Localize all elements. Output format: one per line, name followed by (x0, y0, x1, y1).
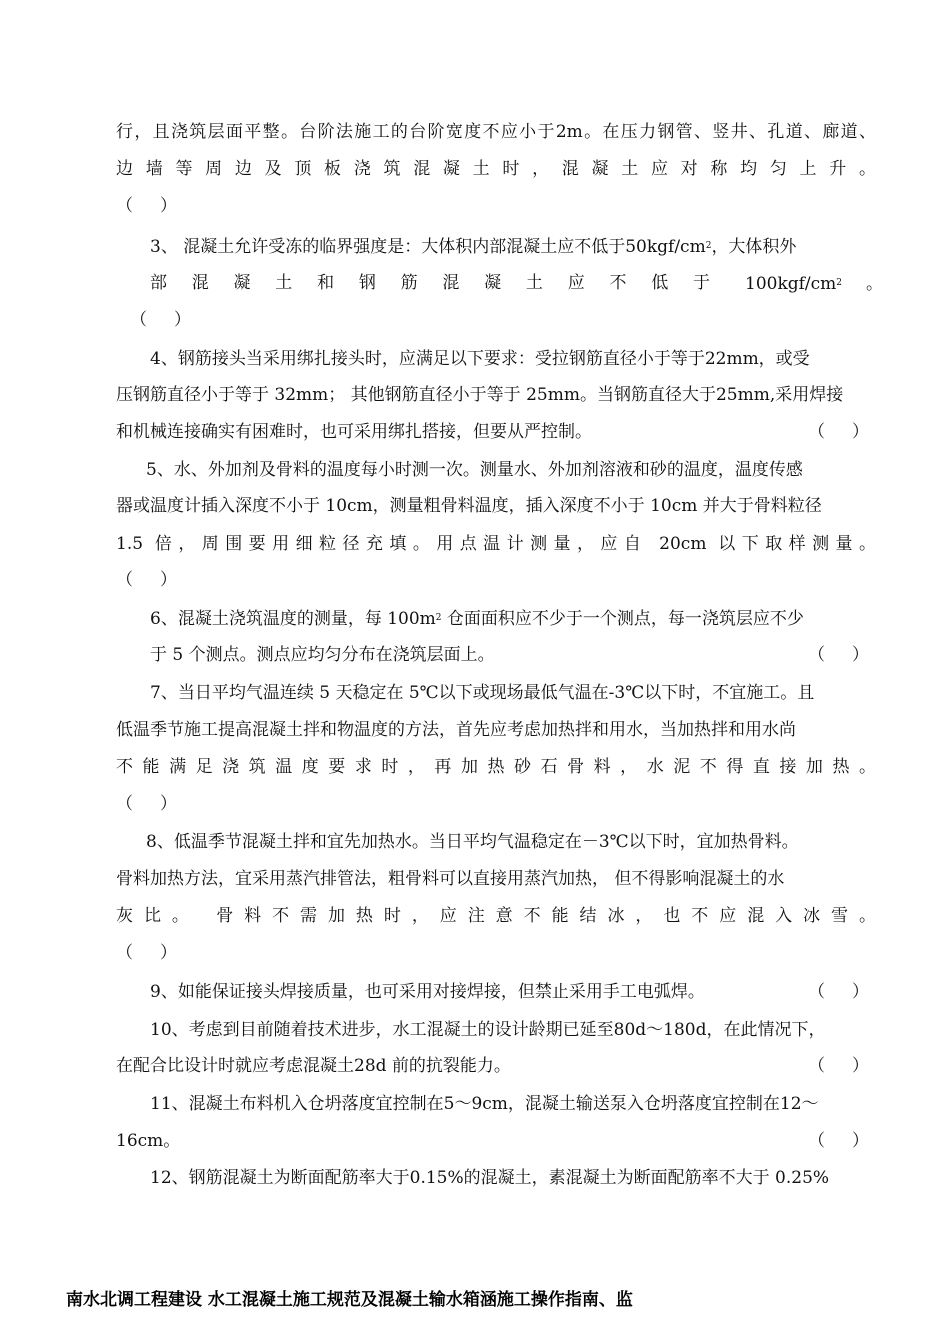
answer-bracket: （ ） (116, 196, 178, 216)
text-line: 5、水、外加剂及骨料的温度每小时测一次。测量水、外加剂溶液和砂的温度，温度传感 (146, 460, 803, 480)
text-line: 9、如能保证接头焊接质量，也可采用对接焊接，但禁止采用手工电弧焊。 (150, 982, 705, 1002)
text-segment: 100kgf/cm (745, 274, 837, 294)
text-segment: 仓面面积应不少于一个测点，每一浇筑层应不少 (441, 609, 804, 629)
answer-bracket: （ ） (116, 794, 178, 814)
answer-bracket: （ ） (808, 1056, 870, 1076)
text-line: 不能满足浇筑温度要求时，再加热砂石骨料，水泥不得直接加热。 (116, 757, 876, 777)
text-line: 8、低温季节混凝土拌和宜先加热水。当日平均气温稳定在－3℃以下时，宜加热骨料。 (146, 832, 799, 852)
text-line: 11、混凝土布料机入仓坍落度宜控制在5～9cm，混凝土输送泵入仓坍落度宜控制在12～ (150, 1094, 819, 1114)
page-footer: 南水北调工程建设 水工混凝土施工规范及混凝土输水箱涵施工操作指南、监 (66, 1290, 633, 1310)
text-line: 16cm。 (116, 1131, 181, 1151)
question-3 (150, 234, 876, 259)
text-segment: 3、 混凝土允许受冻的临界强度是：大体积内部混凝土应不低于50kgf/cm (150, 237, 706, 257)
text-line: 于 5 个测点。测点应均匀分布在浇筑层面上。 (150, 645, 495, 665)
superscript: 2 (435, 613, 442, 623)
text-line: 器或温度计插入深度不小于 10cm，测量粗骨料温度，插入深度不小于 10cm 并大于骨料粒径 (116, 496, 822, 516)
text-line: 低温季节施工提高混凝土拌和物温度的方法，首先应考虑加热拌和用水，当加热拌和用水尚 (116, 720, 796, 740)
text-segment: ，大体积外 (711, 237, 797, 257)
answer-bracket: （ ） (130, 310, 192, 330)
text-line: 12、钢筋混凝土为断面配筋率大于0.15%的混凝土，素混凝土为断面配筋率不大于 0.25% (150, 1168, 830, 1188)
text-segment: 。 (866, 274, 884, 294)
superscript: 2 (836, 278, 843, 288)
text-line: 7、当日平均气温连续 5 天稳定在 5℃以下或现场最低气温在-3℃以下时，不宜施工。且 (150, 683, 815, 703)
answer-bracket: （ ） (808, 645, 870, 665)
text-line: 行，且浇筑层面平整。台阶法施工的台阶宽度不应小于2m。在压力钢管、竖井、孔道、廊道、 (116, 122, 876, 142)
text-segment: 6、混凝土浇筑温度的测量，每 100m (150, 609, 436, 629)
text-line: 10、考虑到目前随着技术进步，水工混凝土的设计龄期已延至80d～180d，在此情况下， (150, 1020, 826, 1040)
text-line: 骨料加热方法，宜采用蒸汽排管法，粗骨料可以直接用蒸汽加热， 但不得影响混凝土的水 (116, 869, 785, 889)
text-line: 在配合比设计时就应考虑混凝土28d 前的抗裂能力。 (116, 1056, 511, 1076)
question-6 (150, 606, 876, 631)
answer-bracket: （ ） (808, 1131, 870, 1151)
text-line: 和机械连接确实有困难时，也可采用绑扎搭接，但要从严控制。 (116, 422, 592, 442)
text-line: 压钢筋直径小于等于 32mm； 其他钢筋直径小于等于 25mm。当钢筋直径大于25mm,采用焊接 (116, 385, 844, 405)
answer-bracket: （ ） (116, 570, 178, 590)
answer-bracket: （ ） (808, 422, 870, 442)
text-line: 部混凝土和钢筋混凝土应不低于 (150, 273, 710, 293)
text-line: 灰比。 骨料不需加热时，应注意不能结冰，也不应混入冰雪。 (116, 906, 876, 926)
text-line: 1.5 倍，周围要用细粒径充填。用点温计测量，应自 20cm 以下取样测量。 (116, 534, 876, 554)
superscript: 2 (705, 241, 712, 251)
answer-bracket: （ ） (808, 982, 870, 1002)
text-line-tail (745, 271, 885, 296)
answer-bracket: （ ） (116, 943, 178, 963)
text-line: 边墙等周边及顶板浇筑混凝土时，混凝土应对称均匀上升。 (116, 159, 876, 179)
text-line: 4、钢筋接头当采用绑扎接头时，应满足以下要求：受拉钢筋直径小于等于22mm，或受 (150, 349, 810, 369)
